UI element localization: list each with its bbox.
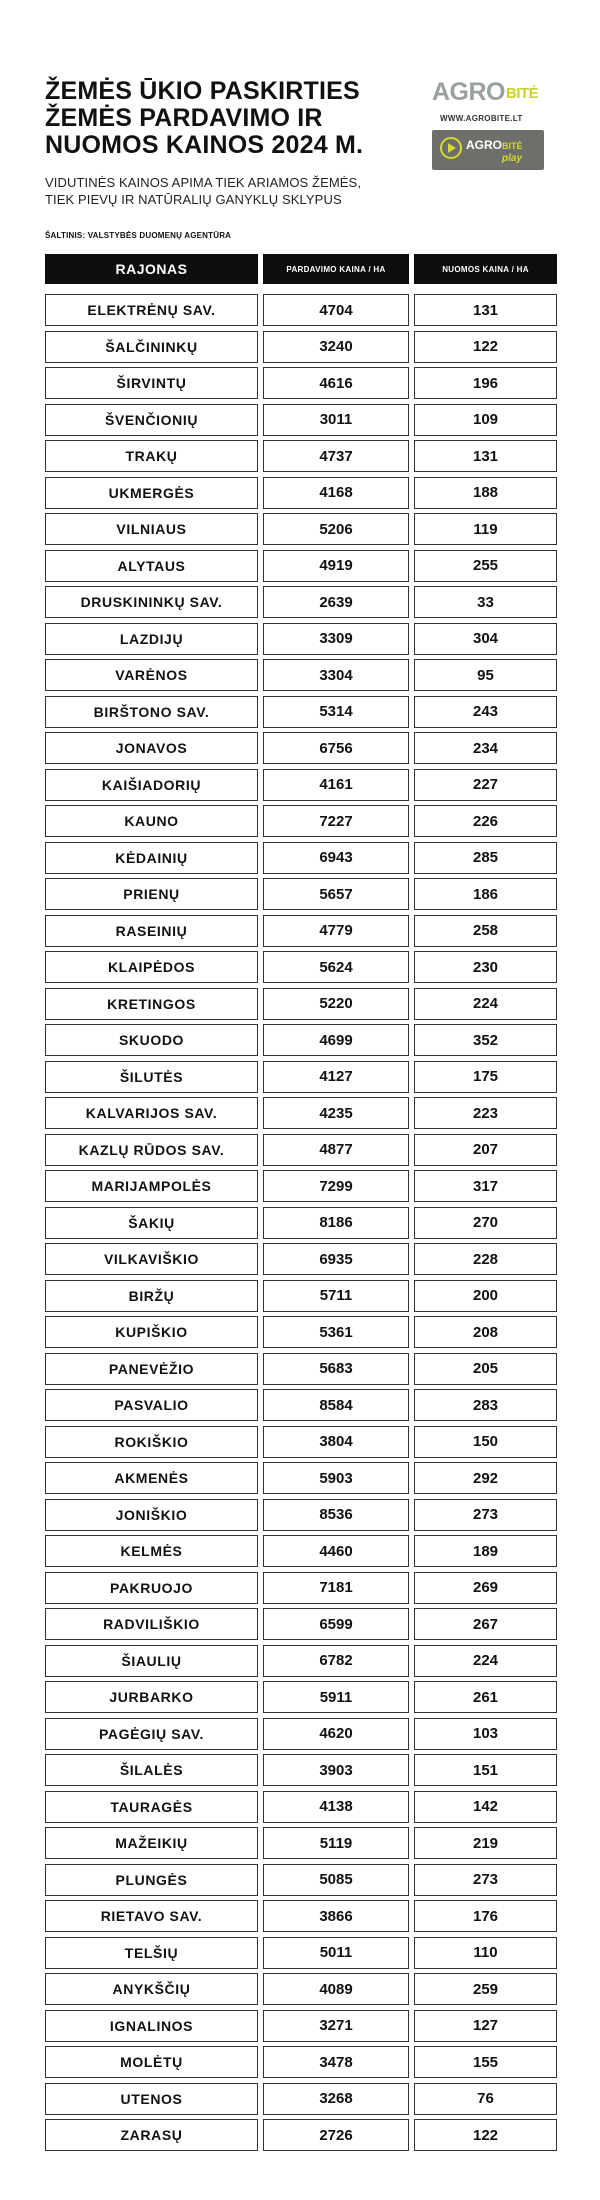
- subtitle-line: TIEK PIEVŲ IR NATŪRALIŲ GANYKLŲ SKLYPUS: [45, 192, 342, 207]
- rent-price-cell: 243: [414, 696, 557, 728]
- table-row: [45, 769, 557, 806]
- rent-price-cell: 223: [414, 1097, 557, 1129]
- sale-price-cell: 3478: [263, 2046, 409, 2078]
- rent-price-cell: 109: [414, 404, 557, 436]
- rent-price-cell: 131: [414, 294, 557, 326]
- table-row: [45, 1499, 557, 1536]
- rent-price-cell: 95: [414, 659, 557, 691]
- rent-price-cell: 33: [414, 586, 557, 618]
- district-cell: PAGĖGIŲ SAV.: [45, 1718, 258, 1750]
- sale-price-cell: 4127: [263, 1061, 409, 1093]
- table-row: [45, 1426, 557, 1463]
- district-cell: SKUODO: [45, 1024, 258, 1056]
- rent-price-cell: 219: [414, 1827, 557, 1859]
- sale-price-cell: 4877: [263, 1134, 409, 1166]
- table-row: [45, 1535, 557, 1572]
- table-row: [45, 1645, 557, 1682]
- rent-price-cell: 352: [414, 1024, 557, 1056]
- source-note: ŠALTINIS: VALSTYBĖS DUOMENŲ AGENTŪRA: [45, 231, 232, 240]
- district-cell: IGNALINOS: [45, 2010, 258, 2042]
- table-row: [45, 2010, 557, 2047]
- district-cell: TELŠIŲ: [45, 1937, 258, 1969]
- district-cell: LAZDIJŲ: [45, 623, 258, 655]
- sale-price-cell: 5011: [263, 1937, 409, 1969]
- table-row: [45, 440, 557, 477]
- district-cell: KAUNO: [45, 805, 258, 837]
- table-row: [45, 805, 557, 842]
- sale-price-cell: 6599: [263, 1608, 409, 1640]
- district-cell: KAZLŲ RŪDOS SAV.: [45, 1134, 258, 1166]
- district-cell: KUPIŠKIO: [45, 1316, 258, 1348]
- table-row: [45, 2046, 557, 2083]
- district-cell: VILKAVIŠKIO: [45, 1243, 258, 1275]
- rent-price-cell: 230: [414, 951, 557, 983]
- play-word: play: [502, 153, 523, 164]
- sale-price-cell: 5314: [263, 696, 409, 728]
- rent-price-cell: 226: [414, 805, 557, 837]
- table-row: [45, 331, 557, 368]
- table-row: [45, 951, 557, 988]
- rent-price-cell: 292: [414, 1462, 557, 1494]
- rent-price-cell: 304: [414, 623, 557, 655]
- sale-price-cell: 5206: [263, 513, 409, 545]
- district-cell: VILNIAUS: [45, 513, 258, 545]
- table-row: [45, 1061, 557, 1098]
- table-row: [45, 1827, 557, 1864]
- sale-price-cell: 3903: [263, 1754, 409, 1786]
- sale-price-cell: 4620: [263, 1718, 409, 1750]
- table-row: [45, 1791, 557, 1828]
- district-cell: KĖDAINIŲ: [45, 842, 258, 874]
- sale-price-cell: 4235: [263, 1097, 409, 1129]
- column-header-sale-price: PARDAVIMO KAINA / HA: [263, 254, 409, 284]
- table-row: [45, 1280, 557, 1317]
- table-row: [45, 404, 557, 441]
- district-cell: PLUNGĖS: [45, 1864, 258, 1896]
- sale-price-cell: 7181: [263, 1572, 409, 1604]
- district-cell: PRIENŲ: [45, 878, 258, 910]
- rent-price-cell: 119: [414, 513, 557, 545]
- table-row: [45, 2083, 557, 2120]
- rent-price-cell: 224: [414, 1645, 557, 1677]
- sale-price-cell: 5361: [263, 1316, 409, 1348]
- table-row: [45, 696, 557, 733]
- table-row: [45, 550, 557, 587]
- district-cell: BIRŠTONO SAV.: [45, 696, 258, 728]
- table-row: [45, 1754, 557, 1791]
- district-cell: UTENOS: [45, 2083, 258, 2115]
- rent-price-cell: 142: [414, 1791, 557, 1823]
- title-line: NUOMOS KAINOS 2024 M.: [45, 131, 364, 159]
- table-row: [45, 513, 557, 550]
- table-row: [45, 988, 557, 1025]
- table-row: [45, 1243, 557, 1280]
- rent-price-cell: 175: [414, 1061, 557, 1093]
- rent-price-cell: 150: [414, 1426, 557, 1458]
- district-cell: ŠILUTĖS: [45, 1061, 258, 1093]
- rent-price-cell: 207: [414, 1134, 557, 1166]
- district-cell: TRAKŲ: [45, 440, 258, 472]
- column-header-rent-price: NUOMOS KAINA / HA: [414, 254, 557, 284]
- table-row: [45, 1097, 557, 1134]
- table-row: [45, 1718, 557, 1755]
- district-cell: MOLĖTŲ: [45, 2046, 258, 2078]
- sale-price-cell: 4779: [263, 915, 409, 947]
- table-row: [45, 623, 557, 660]
- district-cell: JONIŠKIO: [45, 1499, 258, 1531]
- district-cell: UKMERGĖS: [45, 477, 258, 509]
- sale-price-cell: 4138: [263, 1791, 409, 1823]
- sale-price-cell: 2639: [263, 586, 409, 618]
- rent-price-cell: 103: [414, 1718, 557, 1750]
- rent-price-cell: 258: [414, 915, 557, 947]
- rent-price-cell: 205: [414, 1353, 557, 1385]
- sale-price-cell: 4168: [263, 477, 409, 509]
- agrobite-play-badge[interactable]: [432, 130, 544, 170]
- sale-price-cell: 8536: [263, 1499, 409, 1531]
- table-row: [45, 1681, 557, 1718]
- sale-price-cell: 4699: [263, 1024, 409, 1056]
- rent-price-cell: 200: [414, 1280, 557, 1312]
- rent-price-cell: 283: [414, 1389, 557, 1421]
- sale-price-cell: 5624: [263, 951, 409, 983]
- page-title: [45, 78, 405, 159]
- sale-price-cell: 4616: [263, 367, 409, 399]
- district-cell: KAIŠIADORIŲ: [45, 769, 258, 801]
- sale-price-cell: 5903: [263, 1462, 409, 1494]
- column-header-district: RAJONAS: [45, 254, 258, 284]
- sale-price-cell: 5911: [263, 1681, 409, 1713]
- district-cell: JURBARKO: [45, 1681, 258, 1713]
- table-body: [45, 294, 557, 2156]
- district-cell: MARIJAMPOLĖS: [45, 1170, 258, 1202]
- district-cell: ZARASŲ: [45, 2119, 258, 2151]
- table-row: [45, 1900, 557, 1937]
- rent-price-cell: 122: [414, 2119, 557, 2151]
- rent-price-cell: 259: [414, 1973, 557, 2005]
- district-cell: KALVARIJOS SAV.: [45, 1097, 258, 1129]
- table-row: [45, 1389, 557, 1426]
- sale-price-cell: 3804: [263, 1426, 409, 1458]
- table-row: [45, 1462, 557, 1499]
- district-cell: ŠVENČIONIŲ: [45, 404, 258, 436]
- district-cell: ŠIRVINTŲ: [45, 367, 258, 399]
- district-cell: ŠAKIŲ: [45, 1207, 258, 1239]
- brand-suffix: BITĖ: [506, 85, 539, 102]
- sale-price-cell: 4704: [263, 294, 409, 326]
- sale-price-cell: 5683: [263, 1353, 409, 1385]
- table-row: [45, 586, 557, 623]
- table-row: [45, 1316, 557, 1353]
- brand-main: AGRO: [432, 78, 505, 106]
- sale-price-cell: 5085: [263, 1864, 409, 1896]
- district-cell: ANYKŠČIŲ: [45, 1973, 258, 2005]
- rent-price-cell: 76: [414, 2083, 557, 2115]
- brand-wordmark: [432, 78, 552, 108]
- rent-price-cell: 155: [414, 2046, 557, 2078]
- district-cell: RIETAVO SAV.: [45, 1900, 258, 1932]
- district-cell: ALYTAUS: [45, 550, 258, 582]
- table-row: [45, 1937, 557, 1974]
- sale-price-cell: 4460: [263, 1535, 409, 1567]
- rent-price-cell: 255: [414, 550, 557, 582]
- table-row: [45, 1024, 557, 1061]
- rent-price-cell: 196: [414, 367, 557, 399]
- table-row: [45, 1207, 557, 1244]
- table-row: [45, 659, 557, 696]
- sale-price-cell: 2726: [263, 2119, 409, 2151]
- sale-price-cell: 4737: [263, 440, 409, 472]
- sale-price-cell: 3309: [263, 623, 409, 655]
- rent-price-cell: 131: [414, 440, 557, 472]
- sale-price-cell: 4161: [263, 769, 409, 801]
- district-cell: PASVALIO: [45, 1389, 258, 1421]
- district-cell: VARĖNOS: [45, 659, 258, 691]
- play-icon: [440, 137, 462, 159]
- district-cell: ELEKTRĖNŲ SAV.: [45, 294, 258, 326]
- district-cell: ŠIAULIŲ: [45, 1645, 258, 1677]
- district-cell: AKMENĖS: [45, 1462, 258, 1494]
- rent-price-cell: 317: [414, 1170, 557, 1202]
- table-row: [45, 367, 557, 404]
- sale-price-cell: 4919: [263, 550, 409, 582]
- rent-price-cell: 186: [414, 878, 557, 910]
- sale-price-cell: 3866: [263, 1900, 409, 1932]
- table-row: [45, 915, 557, 952]
- play-main: AGRO: [466, 138, 502, 152]
- table-row: [45, 878, 557, 915]
- table-header: [45, 254, 557, 284]
- district-cell: KRETINGOS: [45, 988, 258, 1020]
- table-row: [45, 842, 557, 879]
- district-cell: KLAIPĖDOS: [45, 951, 258, 983]
- district-cell: PANEVĖŽIO: [45, 1353, 258, 1385]
- sale-price-cell: 6756: [263, 732, 409, 764]
- website-url[interactable]: WWW.AGROBITE.LT: [440, 114, 523, 123]
- rent-price-cell: 224: [414, 988, 557, 1020]
- district-cell: TAURAGĖS: [45, 1791, 258, 1823]
- district-cell: RADVILIŠKIO: [45, 1608, 258, 1640]
- district-cell: MAŽEIKIŲ: [45, 1827, 258, 1859]
- sale-price-cell: 6935: [263, 1243, 409, 1275]
- district-cell: JONAVOS: [45, 732, 258, 764]
- district-cell: ŠALČININKŲ: [45, 331, 258, 363]
- sale-price-cell: 5220: [263, 988, 409, 1020]
- sale-price-cell: 8186: [263, 1207, 409, 1239]
- table-row: [45, 1353, 557, 1390]
- rent-price-cell: 267: [414, 1608, 557, 1640]
- rent-price-cell: 122: [414, 331, 557, 363]
- district-cell: ROKIŠKIO: [45, 1426, 258, 1458]
- table-row: [45, 1864, 557, 1901]
- district-cell: BIRŽŲ: [45, 1280, 258, 1312]
- play-suffix: BITĖ: [502, 141, 523, 151]
- subtitle-line: VIDUTINĖS KAINOS APIMA TIEK ARIAMOS ŽEMĖS,: [45, 175, 362, 190]
- rent-price-cell: 261: [414, 1681, 557, 1713]
- sale-price-cell: 5711: [263, 1280, 409, 1312]
- table-row: [45, 294, 557, 331]
- district-cell: KELMĖS: [45, 1535, 258, 1567]
- rent-price-cell: 228: [414, 1243, 557, 1275]
- district-cell: DRUSKININKŲ SAV.: [45, 586, 258, 618]
- district-cell: PAKRUOJO: [45, 1572, 258, 1604]
- rent-price-cell: 273: [414, 1499, 557, 1531]
- table-row: [45, 477, 557, 514]
- sale-price-cell: 3011: [263, 404, 409, 436]
- sale-price-cell: 5657: [263, 878, 409, 910]
- rent-price-cell: 110: [414, 1937, 557, 1969]
- district-cell: RASEINIŲ: [45, 915, 258, 947]
- rent-price-cell: 234: [414, 732, 557, 764]
- sale-price-cell: 3240: [263, 331, 409, 363]
- rent-price-cell: 273: [414, 1864, 557, 1896]
- sale-price-cell: 8584: [263, 1389, 409, 1421]
- rent-price-cell: 127: [414, 2010, 557, 2042]
- title-line: ŽEMĖS PARDAVIMO IR: [45, 104, 323, 132]
- title-line: ŽEMĖS ŪKIO PASKIRTIES: [45, 77, 360, 105]
- sale-price-cell: 7227: [263, 805, 409, 837]
- rent-price-cell: 285: [414, 842, 557, 874]
- table-row: [45, 2119, 557, 2156]
- table-row: [45, 1572, 557, 1609]
- rent-price-cell: 269: [414, 1572, 557, 1604]
- sale-price-cell: 5119: [263, 1827, 409, 1859]
- rent-price-cell: 188: [414, 477, 557, 509]
- rent-price-cell: 176: [414, 1900, 557, 1932]
- rent-price-cell: 151: [414, 1754, 557, 1786]
- rent-price-cell: 270: [414, 1207, 557, 1239]
- table-row: [45, 1973, 557, 2010]
- rent-price-cell: 189: [414, 1535, 557, 1567]
- table-row: [45, 1134, 557, 1171]
- district-cell: ŠILALĖS: [45, 1754, 258, 1786]
- sale-price-cell: 3304: [263, 659, 409, 691]
- table-row: [45, 732, 557, 769]
- agrobite-logo[interactable]: [432, 78, 552, 123]
- table-row: [45, 1608, 557, 1645]
- rent-price-cell: 227: [414, 769, 557, 801]
- sale-price-cell: 3271: [263, 2010, 409, 2042]
- sale-price-cell: 4089: [263, 1973, 409, 2005]
- sale-price-cell: 7299: [263, 1170, 409, 1202]
- subtitle: [45, 174, 405, 208]
- table-row: [45, 1170, 557, 1207]
- rent-price-cell: 208: [414, 1316, 557, 1348]
- sale-price-cell: 3268: [263, 2083, 409, 2115]
- sale-price-cell: 6782: [263, 1645, 409, 1677]
- sale-price-cell: 6943: [263, 842, 409, 874]
- play-brand: [466, 138, 523, 152]
